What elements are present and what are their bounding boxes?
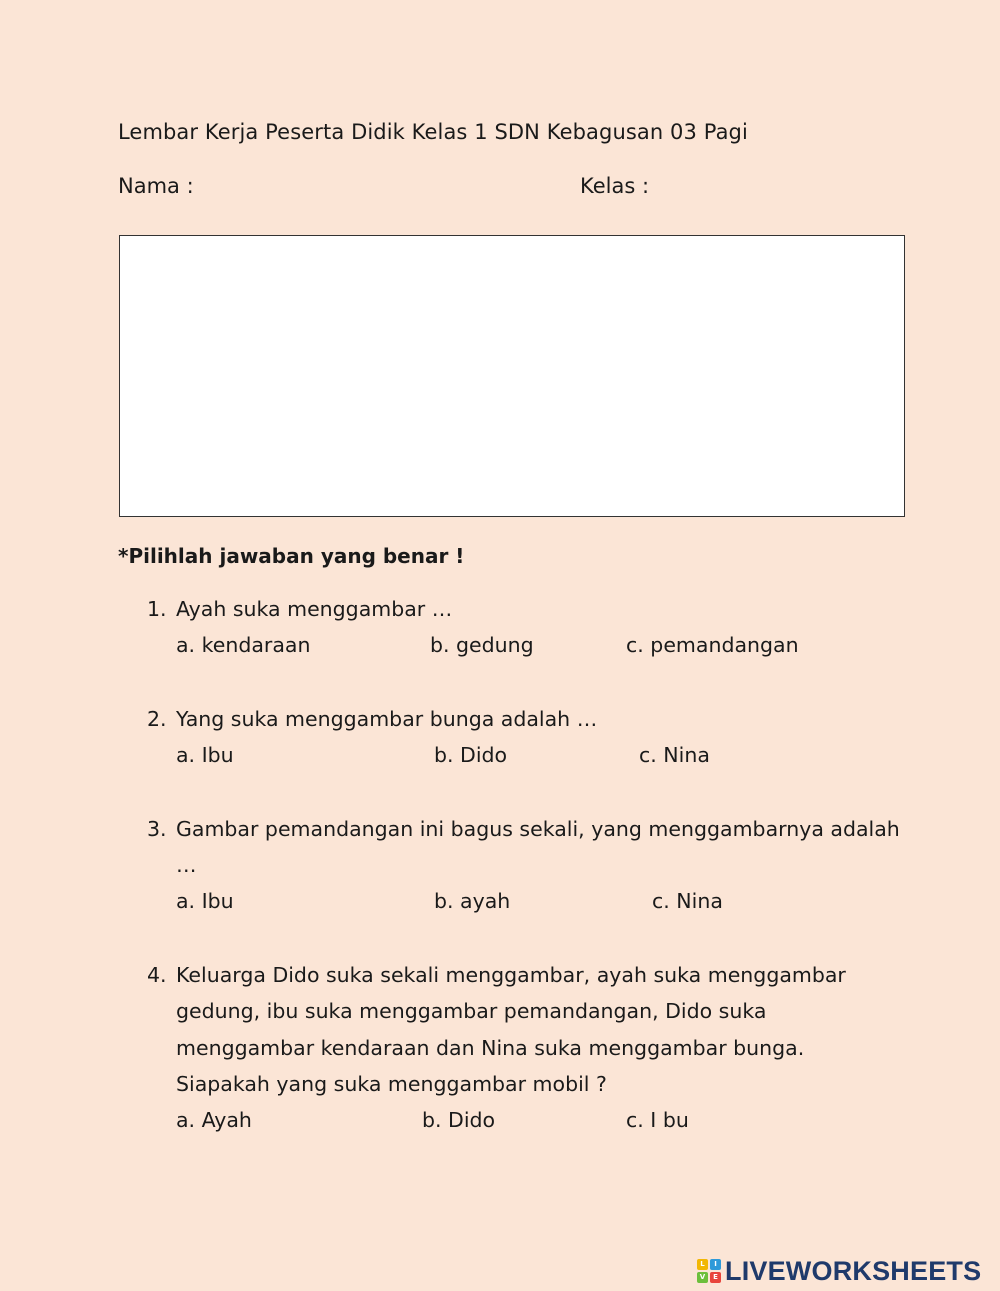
logo-block-v: V [697,1272,708,1283]
name-label: Nama : [118,174,194,198]
question-4-option-a[interactable]: a. Ayah [176,1108,252,1132]
question-3-text-line-2: … [176,853,197,877]
question-1-option-a[interactable]: a. kendaraan [176,633,311,657]
logo-block-l: L [697,1259,708,1270]
question-4-text-line-3: menggambar kendaraan dan Nina suka menggambar bunga. [176,1036,805,1060]
question-3-number: 3. [147,817,167,841]
question-1-option-c[interactable]: c. pemandangan [626,633,799,657]
question-3-option-c[interactable]: c. Nina [652,889,723,913]
question-2-number: 2. [147,707,167,731]
logo-text: LIVEWORKSHEETS [725,1255,982,1286]
question-2-option-a[interactable]: a. Ibu [176,743,234,767]
question-2-text: Yang suka menggambar bunga adalah … [176,707,598,731]
question-2-option-c[interactable]: c. Nina [639,743,710,767]
question-4-text-line-4: Siapakah yang suka menggambar mobil ? [176,1072,607,1096]
question-3-option-b[interactable]: b. ayah [434,889,511,913]
question-4-number: 4. [147,963,167,987]
question-1-option-b[interactable]: b. gedung [430,633,534,657]
picture-box [119,235,905,517]
question-4-option-b[interactable]: b. Dido [422,1108,496,1132]
logo-block-e: E [710,1272,721,1283]
class-label: Kelas : [580,174,650,198]
question-4-text-line-2: gedung, ibu suka menggambar pemandangan, Dido suka [176,999,767,1023]
question-1-text: Ayah suka menggambar … [176,597,453,621]
question-1-number: 1. [147,597,167,621]
liveworksheets-logo[interactable] [697,1254,981,1288]
logo-block-i: I [710,1259,721,1270]
question-4-option-c[interactable]: c. I bu [626,1108,689,1132]
question-3-option-a[interactable]: a. Ibu [176,889,234,913]
logo-blocks-icon [697,1259,721,1283]
question-3-text-line-1: Gambar pemandangan ini bagus sekali, yang menggambarnya adalah [176,817,900,841]
question-4-text-line-1: Keluarga Dido suka sekali menggambar, ayah suka menggambar [176,963,846,987]
instruction-text: *Pilihlah jawaban yang benar ! [118,544,465,568]
question-2-option-b[interactable]: b. Dido [434,743,508,767]
worksheet-title: Lembar Kerja Peserta Didik Kelas 1 SDN Kebagusan 03 Pagi [118,120,748,144]
